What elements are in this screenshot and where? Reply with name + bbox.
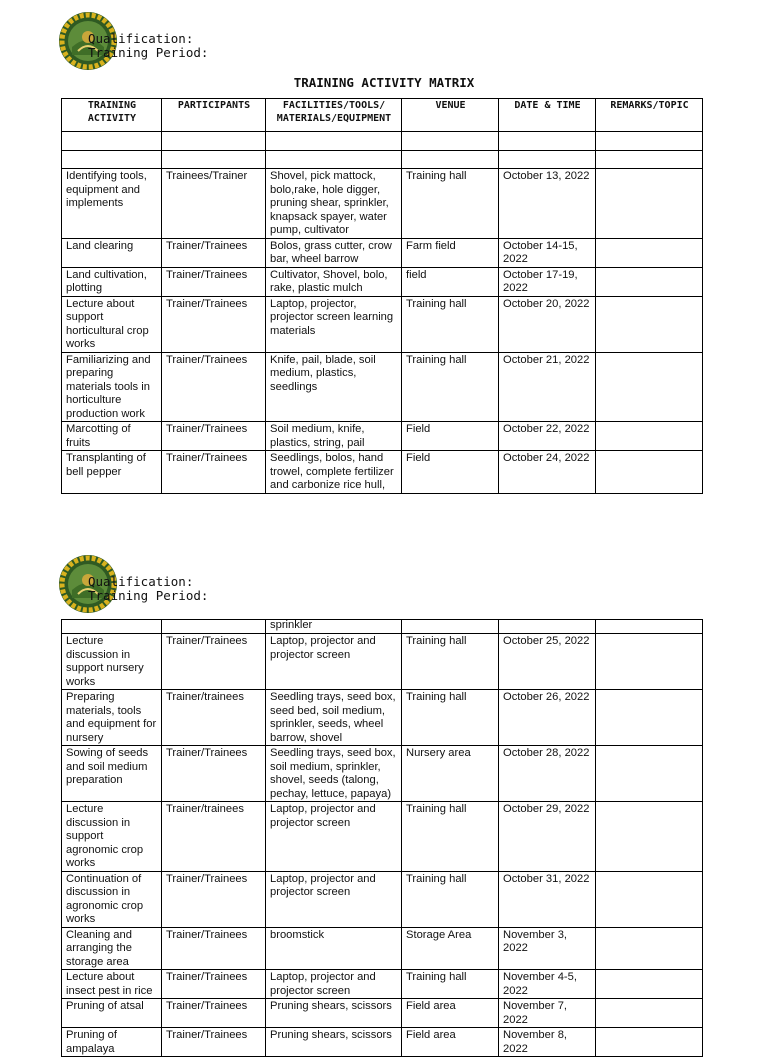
column-header-date: DATE & TIME xyxy=(499,99,596,132)
activity-cell: Lecture discussion in support agronomic crop works xyxy=(62,802,162,872)
facilities-cell: Bolos, grass cutter, crow bar, wheel barrow xyxy=(266,238,402,267)
activity-cell: Land cultivation, plotting xyxy=(62,267,162,296)
facilities-cell: Seedlings, bolos, hand trowel, complete fertilizer and carbonize rice hull, xyxy=(266,451,402,494)
activity-cell: Marcotting of fruits xyxy=(62,422,162,451)
remarks-cell xyxy=(596,451,703,494)
date-cell: November 4-5, 2022 xyxy=(499,970,596,999)
date-cell: October 22, 2022 xyxy=(499,422,596,451)
participants-cell: Trainer/Trainees xyxy=(162,1028,266,1057)
table-header-row xyxy=(62,99,703,132)
facilities-continuation-cell: sprinkler xyxy=(266,620,402,634)
facilities-cell: Laptop, projector, projector screen learning materials xyxy=(266,296,402,352)
remarks-cell xyxy=(596,802,703,872)
table-row xyxy=(62,238,703,267)
table-row xyxy=(62,970,703,999)
remarks-cell xyxy=(596,352,703,422)
remarks-cell xyxy=(596,999,703,1028)
remarks-cell xyxy=(596,1028,703,1057)
column-header-facilities: FACILITIES/TOOLS/ MATERIALS/EQUIPMENT xyxy=(266,99,402,132)
facilities-cell: Seedling trays, seed box, soil medium, sprinkler, shovel, seeds (talong, pechay, lettuce, papaya) xyxy=(266,746,402,802)
empty-row xyxy=(62,132,703,151)
venue-cell: Storage Area xyxy=(402,927,499,970)
participants-cell: Trainer/Trainees xyxy=(162,352,266,422)
table-row xyxy=(62,871,703,927)
table-row xyxy=(62,169,703,239)
remarks-cell xyxy=(596,267,703,296)
date-cell: November 8, 2022 xyxy=(499,1028,596,1057)
activity-matrix-table-page2 xyxy=(61,619,703,1057)
table-row xyxy=(62,690,703,746)
table-row xyxy=(62,746,703,802)
facilities-cell: Seedling trays, seed box, seed bed, soil medium, sprinkler, seeds, wheel barrow, shovel xyxy=(266,690,402,746)
venue-cell: Training hall xyxy=(402,970,499,999)
participants-cell: Trainer/trainees xyxy=(162,802,266,872)
activity-cell: Lecture discussion in support nursery works xyxy=(62,634,162,690)
participants-cell: Trainer/Trainees xyxy=(162,871,266,927)
venue-cell: Training hall xyxy=(402,634,499,690)
table-row xyxy=(62,451,703,494)
venue-cell: Field xyxy=(402,422,499,451)
facilities-cell: Pruning shears, scissors xyxy=(266,1028,402,1057)
participants-cell: Trainer/Trainees xyxy=(162,999,266,1028)
date-cell: October 25, 2022 xyxy=(499,634,596,690)
remarks-cell xyxy=(596,690,703,746)
activity-cell: Familiarizing and preparing materials tools in horticulture production work xyxy=(62,352,162,422)
participants-cell: Trainer/Trainees xyxy=(162,267,266,296)
venue-cell: Training hall xyxy=(402,690,499,746)
activity-cell: Preparing materials, tools and equipment for nursery xyxy=(62,690,162,746)
facilities-cell: Soil medium, knife, plastics, string, pail xyxy=(266,422,402,451)
activity-cell: Sowing of seeds and soil medium preparation xyxy=(62,746,162,802)
column-header-activity: TRAINING ACTIVITY xyxy=(62,99,162,132)
date-cell: October 26, 2022 xyxy=(499,690,596,746)
date-cell: November 7, 2022 xyxy=(499,999,596,1028)
table-row xyxy=(62,999,703,1028)
facilities-cell: Pruning shears, scissors xyxy=(266,999,402,1028)
facilities-cell: Laptop, projector and projector screen xyxy=(266,634,402,690)
column-header-venue: VENUE xyxy=(402,99,499,132)
venue-cell: Training hall xyxy=(402,871,499,927)
date-cell: November 3, 2022 xyxy=(499,927,596,970)
continuation-row xyxy=(62,620,703,634)
facilities-cell: Shovel, pick mattock, bolo,rake, hole digger, pruning shear, sprinkler, knapsack spayer, water pump, cultivator xyxy=(266,169,402,239)
table-row xyxy=(62,296,703,352)
table-row xyxy=(62,267,703,296)
table-row xyxy=(62,634,703,690)
training-period-label: Training Period: xyxy=(88,45,209,60)
table-row xyxy=(62,1028,703,1057)
column-header-remarks: REMARKS/TOPIC xyxy=(596,99,703,132)
venue-cell: Training hall xyxy=(402,296,499,352)
activity-cell: Cleaning and arranging the storage area xyxy=(62,927,162,970)
activity-cell: Pruning of ampalaya xyxy=(62,1028,162,1057)
venue-cell: Training hall xyxy=(402,352,499,422)
participants-cell: Trainer/Trainees xyxy=(162,422,266,451)
remarks-cell xyxy=(596,422,703,451)
activity-matrix-table-page1 xyxy=(61,98,703,494)
facilities-cell: Laptop, projector and projector screen xyxy=(266,970,402,999)
participants-cell: Trainer/Trainees xyxy=(162,296,266,352)
qualification-label: Qualification: xyxy=(88,31,194,46)
page-title: TRAINING ACTIVITY MATRIX xyxy=(293,75,475,90)
table-row xyxy=(62,802,703,872)
empty-row xyxy=(62,151,703,169)
qualification-label: Qualification: xyxy=(88,574,194,589)
remarks-cell xyxy=(596,169,703,239)
participants-cell: Trainer/Trainees xyxy=(162,746,266,802)
training-period-label: Training Period: xyxy=(88,588,209,603)
date-cell: October 17-19, 2022 xyxy=(499,267,596,296)
participants-cell: Trainer/trainees xyxy=(162,690,266,746)
facilities-cell: Knife, pail, blade, soil medium, plastics, seedlings xyxy=(266,352,402,422)
activity-cell: Transplanting of bell pepper xyxy=(62,451,162,494)
remarks-cell xyxy=(596,970,703,999)
activity-cell: Continuation of discussion in agronomic crop works xyxy=(62,871,162,927)
facilities-cell: Cultivator, Shovel, bolo, rake, plastic mulch xyxy=(266,267,402,296)
activity-cell: Identifying tools, equipment and implements xyxy=(62,169,162,239)
venue-cell: Field area xyxy=(402,1028,499,1057)
venue-cell: Nursery area xyxy=(402,746,499,802)
activity-cell: Lecture about insect pest in rice xyxy=(62,970,162,999)
venue-cell: Farm field xyxy=(402,238,499,267)
participants-cell: Trainer/Trainees xyxy=(162,970,266,999)
table-row xyxy=(62,927,703,970)
remarks-cell xyxy=(596,746,703,802)
remarks-cell xyxy=(596,296,703,352)
facilities-cell: Laptop, projector and projector screen xyxy=(266,802,402,872)
venue-cell: Field xyxy=(402,451,499,494)
date-cell: October 31, 2022 xyxy=(499,871,596,927)
activity-cell: Land clearing xyxy=(62,238,162,267)
participants-cell: Trainees/Trainer xyxy=(162,169,266,239)
remarks-cell xyxy=(596,238,703,267)
date-cell: October 29, 2022 xyxy=(499,802,596,872)
date-cell: October 21, 2022 xyxy=(499,352,596,422)
participants-cell: Trainer/Trainees xyxy=(162,927,266,970)
date-cell: October 13, 2022 xyxy=(499,169,596,239)
remarks-cell xyxy=(596,927,703,970)
table-row xyxy=(62,352,703,422)
participants-cell: Trainer/Trainees xyxy=(162,238,266,267)
date-cell: October 28, 2022 xyxy=(499,746,596,802)
venue-cell: field xyxy=(402,267,499,296)
date-cell: October 24, 2022 xyxy=(499,451,596,494)
participants-cell: Trainer/Trainees xyxy=(162,451,266,494)
activity-cell: Pruning of atsal xyxy=(62,999,162,1028)
column-header-participants: PARTICIPANTS xyxy=(162,99,266,132)
participants-cell: Trainer/Trainees xyxy=(162,634,266,690)
facilities-cell: Laptop, projector and projector screen xyxy=(266,871,402,927)
venue-cell: Field area xyxy=(402,999,499,1028)
date-cell: October 20, 2022 xyxy=(499,296,596,352)
venue-cell: Training hall xyxy=(402,169,499,239)
facilities-cell: broomstick xyxy=(266,927,402,970)
remarks-cell xyxy=(596,634,703,690)
venue-cell: Training hall xyxy=(402,802,499,872)
table-row xyxy=(62,422,703,451)
activity-cell: Lecture about support horticultural crop works xyxy=(62,296,162,352)
date-cell: October 14-15, 2022 xyxy=(499,238,596,267)
remarks-cell xyxy=(596,871,703,927)
